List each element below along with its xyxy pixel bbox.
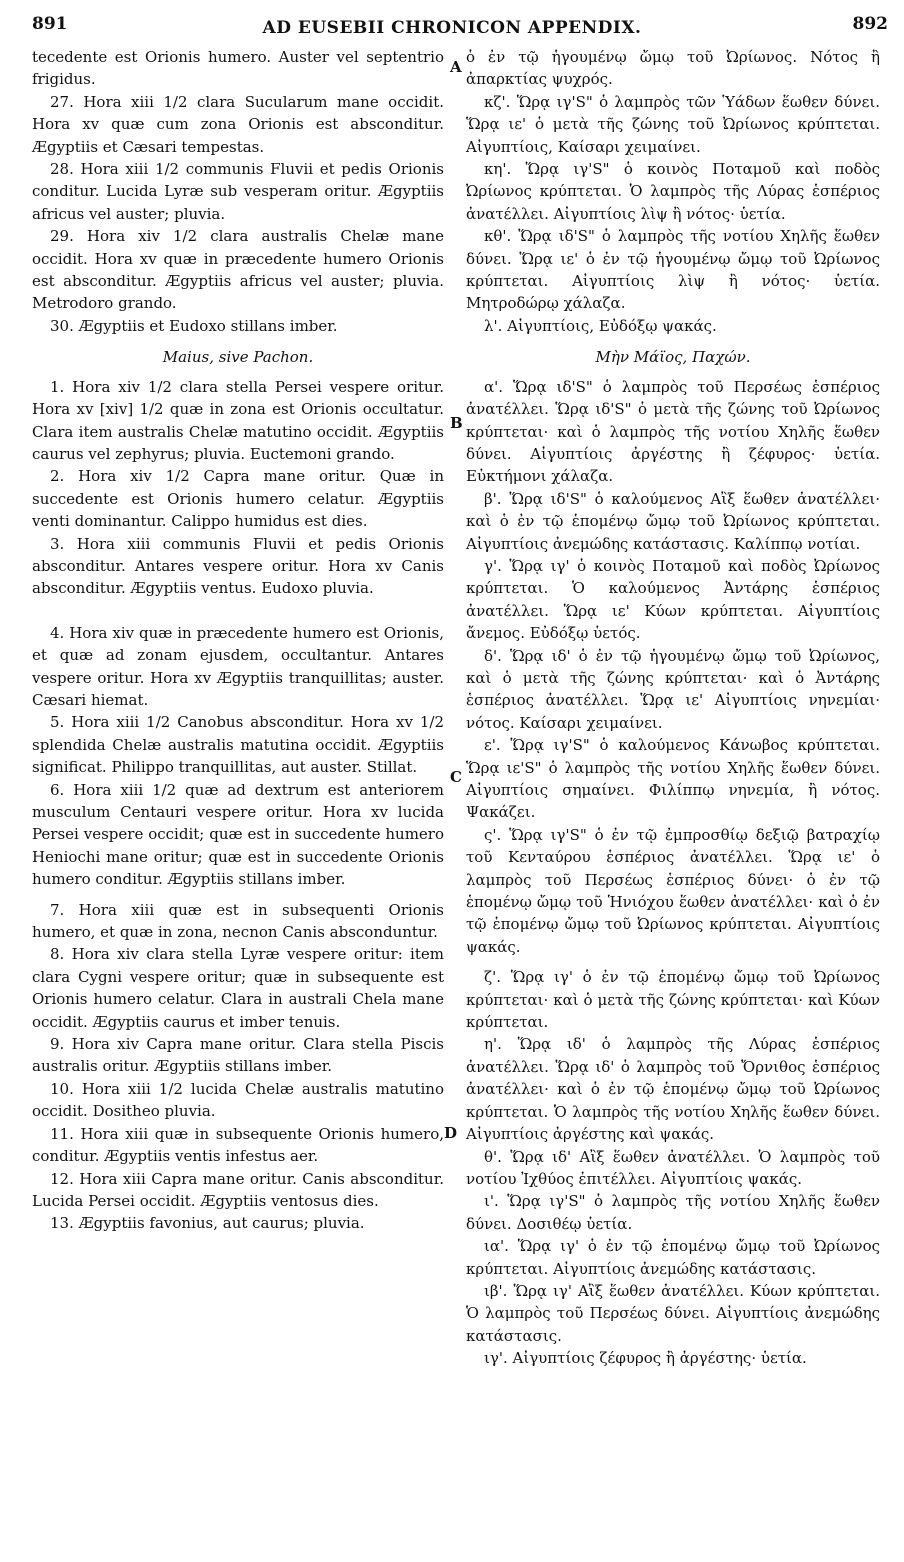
greek-column — [466, 46, 880, 1370]
greek-entry: ε'. Ὥρᾳ ιγ'S" ὁ καλούμενος Κάνωβος κρύπτεται. Ὥρᾳ ιε'S" ὁ λαμπρὸς τῆς νοτίου Χηλῆς ἕωθεν δύνει. Αἰγυπτίοις σημαίνει. Φιλίππῳ νηνεμία, ἢ νότος. Ψακάζει. — [466, 736, 880, 822]
greek-entry: ια'. Ὥρᾳ ιγ' ὁ ἐν τῷ ἑπομένῳ ὤμῳ τοῦ Ὠρίωνος κρύπτεται. Αἰγυπτίοις ἀνεμώδης κατάστασις. — [466, 1237, 880, 1278]
greek-paragraph: κθ'. Ὥρᾳ ιδ'S" ὁ λαμπρὸς τῆς νοτίου Χηλῆς ἕωθεν δύνει. Ὥρᾳ ιε' ὁ ἐν τῷ ἡγουμένῳ ὤμῳ τοῦ Ὠρίωνος κρύπτεται. Αἰγυπτίοις λὶψ ἢ νότος· ὑετία. Μητροδώρῳ χάλαζα. — [466, 227, 880, 313]
page-number-left: 891 — [32, 14, 68, 34]
latin-paragraph: tecedente est Orionis humero. Auster vel septentrio frigidus. — [32, 48, 444, 89]
greek-entry: ιγ'. Αἰγυπτίοις ζέφυρος ἢ ἀργέστης· ὑετία. — [484, 1349, 807, 1368]
greek-paragraph: κζ'. Ὥρᾳ ιγ'S" ὁ λαμπρὸς τῶν Ὑάδων ἕωθεν δύνει. Ὥρᾳ ιε' ὁ μετὰ τῆς ζώνης τοῦ Ὠρίωνος κρύπτεται. Αἰγυπτίοις, Καίσαρι χειμαίνει. — [466, 92, 880, 156]
latin-entry: 13. Ægyptiis favonius, aut caurus; pluvia. — [50, 1214, 365, 1233]
running-title: AD EUSEBII CHRONICON APPENDIX. — [262, 18, 642, 38]
latin-entry: 1. Hora xiv 1/2 clara stella Persei vespere oritur. Hora xv [xiv] 1/2 quæ in zona est Orionis occultatur. Clara item australis Chelæ matutino occidit. Ægyptiis caurus vel zephyrus; pluvia. Euctemoni grando. — [32, 377, 444, 463]
margin-letter-a: A — [450, 58, 462, 76]
latin-month-heading: Maius, sive Pachon. — [162, 348, 314, 367]
latin-paragraph: 30. Ægyptiis et Eudoxo stillans imber. — [50, 316, 338, 335]
greek-entry: ζ'. Ὥρᾳ ιγ' ὁ ἐν τῷ ἑπομένῳ ὤμῳ τοῦ Ὠρίωνος κρύπτεται· καὶ ὁ μετὰ τῆς ζώνης κρύπτεται· καὶ Κύων κρύπτεται. — [466, 968, 880, 1032]
latin-entry: 3. Hora xiii communis Fluvii et pedis Orionis absconditur. Antares vespere oritur. Hora xv Canis absconditur. Ægyptiis ventus. Eudoxo pluvia. — [32, 534, 444, 598]
greek-entry: θ'. Ὥρᾳ ιδ' Αἲξ ἕωθεν ἀνατέλλει. Ὁ λαμπρὸς τοῦ νοτίου Ἰχθύος ἐπιτέλλει. Αἰγυπτίοις ψακάς. — [466, 1147, 880, 1188]
latin-paragraph: 29. Hora xiv 1/2 clara australis Chelæ mane occidit. Hora xv quæ in præcedente humero Orionis est absconditur. Ægyptiis africus vel auster; pluvia. Metrodoro grando. — [32, 227, 444, 313]
greek-entry: ς'. Ὥρᾳ ιγ'S" ὁ ἐν τῷ ἐμπροσθίῳ δεξιῷ βατραχίῳ τοῦ Κενταύρου ἑσπέριος ἀνατέλλει. Ὥρᾳ ιε' ὁ λαμπρὸς τοῦ Περσέως ἑσπέριος δύνει· ὁ ἐν τῷ ἑπομένῳ ὤμῳ τοῦ Ἡνιόχου ἕωθεν ἀνατέλλει· καὶ ὁ ἐν τῷ ἑπομένῳ ὤμῳ τοῦ Ὠρίωνος κρύπτεται. Αἰγυπτίοις ψακάς. — [466, 825, 880, 956]
greek-entry: η'. Ὥρᾳ ιδ' ὁ λαμπρὸς τῆς Λύρας ἑσπέριος ἀνατέλλει. Ὥρᾳ ιδ' ὁ λαμπρὸς τοῦ Ὄρνιθος ἑσπέριος ἀνατέλλει· καὶ ὁ ἐν τῷ ἑπομένῳ ὤμῳ τοῦ Ὠρίωνος κρύπτεται. Ὁ λαμπρὸς τῆς νοτίου Χηλῆς ἕωθεν δύνει. Αἰγυπτίοις ἀργέστης καὶ ψακάς. — [466, 1035, 880, 1144]
latin-entry: 7. Hora xiii quæ est in subsequenti Orionis humero, et quæ in zona, necnon Canis absconduntur. — [32, 900, 444, 942]
greek-entry: ιβ'. Ὥρᾳ ιγ' Αἲξ ἕωθεν ἀνατέλλει. Κύων κρύπτεται. Ὁ λαμπρὸς τοῦ Περσέως δύνει. Αἰγυπτίοις ἀνεμώδης κατάστασις. — [466, 1281, 880, 1345]
greek-entry: α'. Ὥρᾳ ιδ'S" ὁ λαμπρὸς τοῦ Περσέως ἑσπέριος ἀνατέλλει. Ὥρᾳ ιδ'S" ὁ μετὰ τῆς ζώνης τοῦ Ὠρίωνος κρύπτεται· καὶ ὁ λαμπρὸς τῆς νοτίου Χηλῆς ἕωθεν δύνει. Αἰγυπτίοις ἀργέστης ἢ ζέφυρος· ὑετία. Εὐκτήμονι χάλαζα. — [466, 377, 880, 486]
margin-letter-c: C — [450, 768, 462, 786]
latin-entry: 5. Hora xiii 1/2 Canobus absconditur. Hora xv 1/2 splendida Chelæ australis matutina occidit. Ægyptiis significat. Philippo tranquillitas, aut auster. Stillat. — [32, 713, 444, 777]
greek-entry: δ'. Ὥρᾳ ιδ' ὁ ἐν τῷ ἡγουμένῳ ὤμῳ τοῦ Ὠρίωνος, καὶ ὁ μετὰ τῆς ζώνης κρύπτεται· καὶ ὁ Ἀντάρης ἑσπέριος ἀνατέλλει. Ὥρᾳ ιε' Αἰγυπτίοις νηνεμίαι· νότος. Καίσαρι χειμαίνει. — [466, 646, 880, 732]
greek-paragraph: κη'. Ὥρᾳ ιγ'S" ὁ κοινὸς Ποταμοῦ καὶ ποδὸς Ὠρίωνος κρύπτεται. Ὁ λαμπρὸς τῆς Λύρας ἑσπέριος ἀνατέλλει. Αἰγυπτίοις λὶψ ἢ νότος· ὑετία. — [466, 160, 880, 223]
latin-paragraph: 28. Hora xiii 1/2 communis Fluvii et pedis Orionis conditur. Lucida Lyræ sub vesperam oritur. Ægyptiis africus vel auster; pluvia. — [32, 160, 444, 223]
greek-entry: β'. Ὥρᾳ ιδ'S" ὁ καλούμενος Αἲξ ἕωθεν ἀνατέλλει· καὶ ὁ ἐν τῷ ἑπομένῳ ὤμῳ τοῦ Ὠρίωνος κρύπτεται. Αἰγυπτίοις ἀνεμώδης κατάστασις. Καλίππῳ νοτίαι. — [466, 489, 880, 553]
latin-entry: 11. Hora xiii quæ in subsequente Orionis humero, conditur. Ægyptiis ventis infestus aer. — [32, 1124, 444, 1166]
latin-entry: 9. Hora xiv Capra mane oritur. Clara stella Piscis australis oritur. Ægyptiis stillans imber. — [32, 1035, 444, 1076]
page-number-right: 892 — [852, 14, 888, 34]
greek-month-heading: Μὴν Μάϊος, Παχών. — [595, 348, 751, 367]
greek-paragraph: λ'. Αἰγυπτίοις, Εὐδόξῳ ψακάς. — [484, 316, 717, 335]
latin-entry: 4. Hora xiv quæ in præcedente humero est Orionis, et quæ ad zonam ejusdem, occultantur. Antares vespere oritur. Hora xv Ægyptiis tranquillitas; auster. Cæsari hiemat. — [32, 623, 444, 709]
margin-letter-d: D — [444, 1124, 458, 1142]
latin-entry: 10. Hora xiii 1/2 lucida Chelæ australis matutino occidit. Dositheo pluvia. — [32, 1079, 444, 1121]
page-header — [0, 14, 904, 42]
latin-entry: 6. Hora xiii 1/2 quæ ad dextrum est anteriorem musculum Centauri vespere oritur. Hora xv lucida Persei vespere occidit; quæ est in succedente humero Heniochi mane oritur; quæ est in succedente Orionis humero conditur. Ægyptiis stillans imber. — [32, 780, 444, 889]
latin-column — [32, 46, 444, 1235]
greek-entry: γ'. Ὥρᾳ ιγ' ὁ κοινὸς Ποταμοῦ καὶ ποδὸς Ὠρίωνος κρύπτεται. Ὁ καλούμενος Ἀντάρης ἑσπέριος ἀνατέλλει. Ὥρᾳ ιε' Κύων κρύπτεται. Αἰγυπτίοις ἄνεμος. Εὐδόξῳ ὑετός. — [466, 556, 880, 643]
greek-entry: ι'. Ὥρᾳ ιγ'S" ὁ λαμπρὸς τῆς νοτίου Χηλῆς ἕωθεν δύνει. Δοσιθέῳ ὑετία. — [466, 1192, 880, 1233]
margin-letter-b: B — [450, 414, 463, 432]
latin-entry: 2. Hora xiv 1/2 Capra mane oritur. Quæ in succedente est Orionis humero celatur. Ægyptiis venti dominantur. Calippo humidus est dies. — [32, 467, 444, 531]
latin-entry: 12. Hora xiii Capra mane oritur. Canis absconditur. Lucida Persei occidit. Ægyptiis ventosus dies. — [32, 1169, 444, 1210]
greek-paragraph: ὁ ἐν τῷ ἡγουμένῳ ὤμῳ τοῦ Ὠρίωνος. Νότος ἢ ἀπαρκτίας ψυχρός. — [466, 48, 880, 89]
latin-entry: 8. Hora xiv clara stella Lyræ vespere oritur: item clara Cygni vespere oritur; quæ in subsequente est Orionis humero celatur. Clara in australi Chela mane occidit. Ægyptiis caurus et imber tenuis. — [32, 945, 444, 1031]
latin-paragraph: 27. Hora xiii 1/2 clara Sucularum mane occidit. Hora xv quæ cum zona Orionis est absconditur. Ægyptiis et Cæsari tempestas. — [32, 92, 444, 156]
